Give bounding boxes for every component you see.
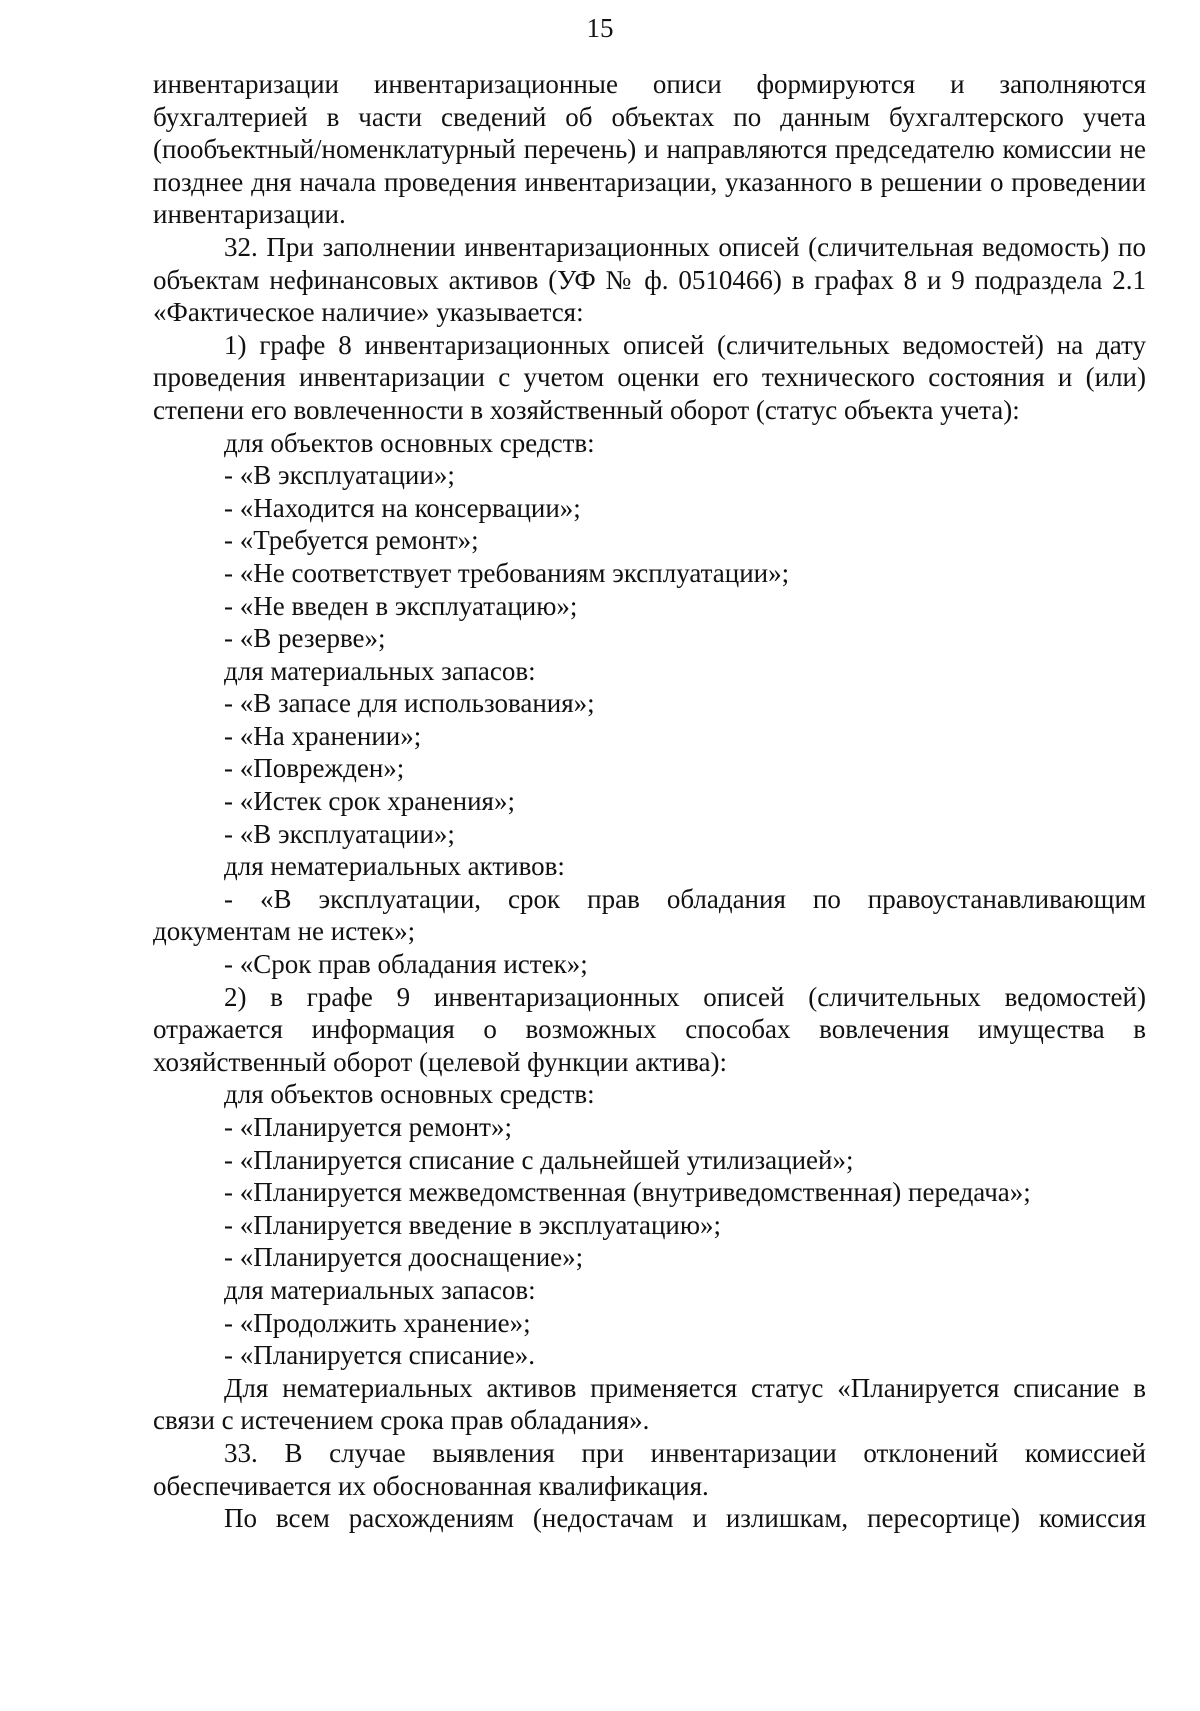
paragraph-intangible-status: Для нематериальных активов применяется статус «Планируется списание в связи с истечением срока прав обладания». [153, 1372, 1146, 1436]
list-item: - «Не соответствует требованиям эксплуатации»; [224, 557, 790, 588]
list-item: - «Продолжить хранение»; [224, 1307, 531, 1338]
list-item: - «В запасе для использования»; [224, 688, 595, 719]
paragraph-discrepancies: По всем расхождениям (недостачам и излишкам, пересортице) комиссия [224, 1503, 1146, 1534]
paragraph-32-item-1: 1) графе 8 инвентаризационных описей (сличительных ведомостей) на дату проведения инвентаризации с учетом оценки его технического состояния и (или) степени его вовлеченности в хозяйственный оборот (статус объекта учета): [153, 329, 1146, 425]
list-item: - «Истек срок хранения»; [224, 786, 515, 817]
list-heading-inventories: для материальных запасов: [224, 1274, 536, 1305]
page-number: 15 [586, 13, 614, 43]
paragraph-33: 33. В случае выявления при инвентаризации отклонений комиссией обеспечивается их обоснованная квалификация. [153, 1437, 1146, 1501]
document-body [153, 68, 1146, 1535]
list-item: - «Планируется списание с дальнейшей утилизацией»; [224, 1144, 854, 1175]
list-item: - «В эксплуатации»; [224, 818, 455, 849]
list-heading-inventories: для материальных запасов: [224, 655, 536, 686]
list-item: - «Находится на консервации»; [224, 492, 581, 523]
paragraph-32: 32. При заполнении инвентаризационных описей (сличительная ведомость) по объектам нефинансовых активов (УФ № ф. 0510466) в графах 8 и 9 подраздела 2.1 «Фактическое наличие» указывается: [153, 231, 1146, 328]
paragraph-32-item-2: 2) в графе 9 инвентаризационных описей (сличительных ведомостей) отражается информация о возможных способах вовлечения имущества в хозяйственный оборот (целевой функции актива): [153, 981, 1146, 1077]
list-item: - «В резерве»; [224, 623, 386, 654]
list-item: - «Планируется дооснащение»; [224, 1242, 584, 1273]
list-item: - «Планируется списание». [224, 1340, 535, 1371]
list-heading-fixed-assets: для объектов основных средств: [224, 427, 595, 458]
list-item: - «На хранении»; [224, 720, 422, 751]
list-item: - «Планируется межведомственная (внутриведомственная) передача»; [224, 1177, 1031, 1208]
list-item: - «В эксплуатации, срок прав обладания по правоустанавливающим документам не истек»; [153, 883, 1146, 947]
list-item: - «Требуется ремонт»; [224, 525, 479, 556]
list-heading-intangible-assets: для нематериальных активов: [224, 851, 565, 882]
list-item: - «Срок прав обладания истек»; [224, 949, 588, 980]
list-heading-fixed-assets: для объектов основных средств: [224, 1079, 595, 1110]
list-item: - «Не введен в эксплуатацию»; [224, 590, 578, 621]
list-item: - «В эксплуатации»; [224, 460, 455, 491]
list-item: - «Планируется ремонт»; [224, 1112, 512, 1142]
list-item: - «Поврежден»; [224, 753, 405, 784]
list-item: - «Планируется введение в эксплуатацию»; [224, 1209, 722, 1240]
paragraph-continuation: инвентаризации инвентаризационные описи формируются и заполняются бухгалтерией в части сведений об объектах по данным бухгалтерского учета (пообъектный/номенклатурный перечень) и направляются председателю комиссии не позднее дня начала проведения инвентаризации, указанного в решении о проведении инвентаризации. [153, 69, 1146, 230]
